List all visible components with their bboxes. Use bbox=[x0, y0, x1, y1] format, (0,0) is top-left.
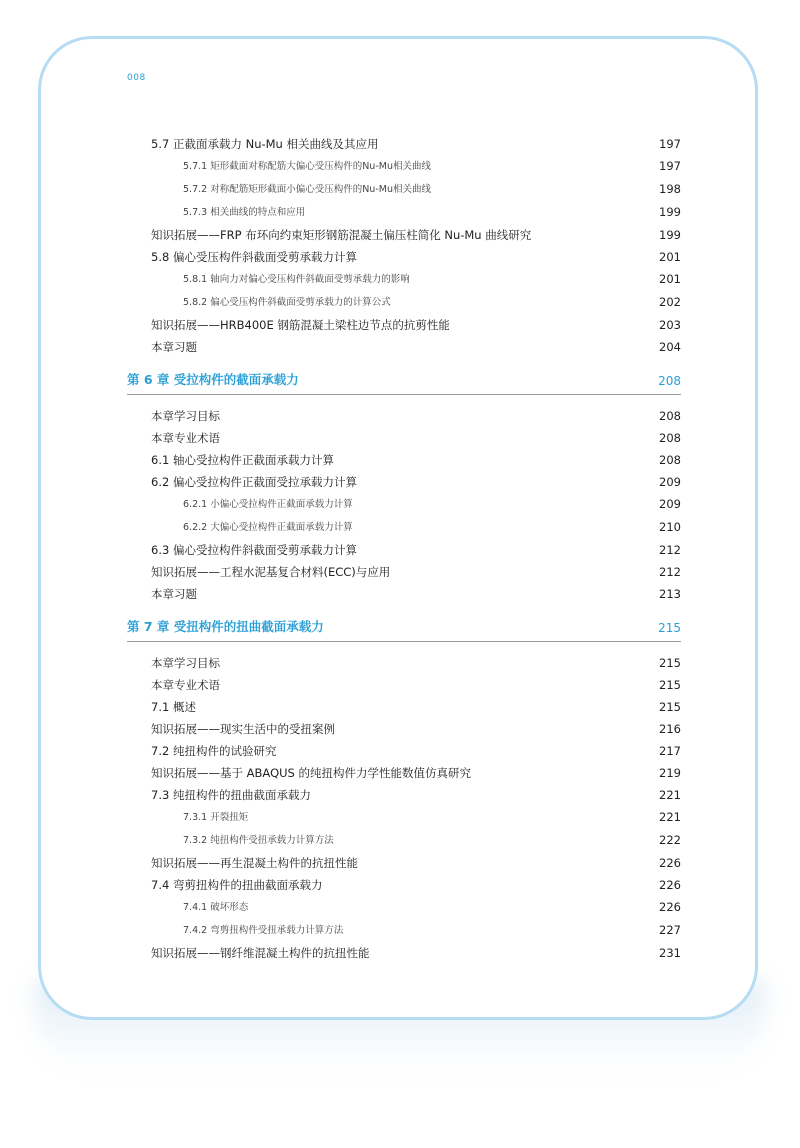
page-frame bbox=[38, 36, 758, 1020]
entry-page: 215 bbox=[659, 678, 681, 692]
entry-page: 203 bbox=[659, 318, 681, 332]
entry-page: 219 bbox=[659, 766, 681, 780]
page-number: 008 bbox=[127, 73, 146, 83]
toc-subentry[interactable] bbox=[127, 201, 681, 224]
entry-title: 7.3 纯扭构件的扭曲截面承载力 bbox=[151, 788, 311, 802]
entry-title: 7.4.1 破坏形态 bbox=[183, 902, 249, 913]
entry-page: 201 bbox=[659, 272, 681, 286]
toc-entry[interactable] bbox=[127, 852, 681, 874]
entry-title: 本章专业术语 bbox=[151, 431, 220, 445]
entry-title: 本章专业术语 bbox=[151, 678, 220, 692]
entry-page: 221 bbox=[659, 788, 681, 802]
entry-page: 226 bbox=[659, 878, 681, 892]
entry-page: 199 bbox=[659, 205, 681, 219]
entry-title: 5.8.1 轴向力对偏心受压构件斜截面受剪承载力的影响 bbox=[183, 274, 410, 285]
entry-title: 7.2 纯扭构件的试验研究 bbox=[151, 744, 277, 758]
entry-title: 本章习题 bbox=[151, 340, 197, 354]
entry-title: 本章学习目标 bbox=[151, 656, 220, 670]
toc-subentry[interactable] bbox=[127, 919, 681, 942]
entry-page: 212 bbox=[659, 565, 681, 579]
entry-page: 212 bbox=[659, 543, 681, 557]
entry-page: 217 bbox=[659, 744, 681, 758]
entry-page: 197 bbox=[659, 137, 681, 151]
toc-entry[interactable] bbox=[127, 784, 681, 806]
chapter-title: 第 6 章 受拉构件的截面承载力 bbox=[127, 372, 299, 387]
table-of-contents bbox=[127, 133, 681, 964]
entry-title: 5.7.3 相关曲线的特点和应用 bbox=[183, 207, 306, 218]
toc-entry[interactable] bbox=[127, 471, 681, 493]
entry-page: 226 bbox=[659, 856, 681, 870]
toc-subentry[interactable] bbox=[127, 806, 681, 829]
entry-page: 227 bbox=[659, 923, 681, 937]
entry-page: 210 bbox=[659, 520, 681, 534]
entry-page: 221 bbox=[659, 810, 681, 824]
entry-title: 5.7.2 对称配筋矩形截面小偏心受压构件的Nu-Mu相关曲线 bbox=[183, 184, 431, 195]
entry-page: 208 bbox=[659, 431, 681, 445]
toc-subentry[interactable] bbox=[127, 516, 681, 539]
toc-entry[interactable] bbox=[127, 224, 681, 246]
toc-entry[interactable] bbox=[127, 718, 681, 740]
entry-page: 231 bbox=[659, 946, 681, 960]
entry-title: 5.8.2 偏心受压构件斜截面受剪承载力的计算公式 bbox=[183, 297, 391, 308]
entry-page: 204 bbox=[659, 340, 681, 354]
entry-title: 6.3 偏心受拉构件斜截面受剪承载力计算 bbox=[151, 543, 357, 557]
toc-entry[interactable] bbox=[127, 583, 681, 605]
entry-title: 知识拓展——钢纤维混凝土构件的抗扭性能 bbox=[151, 946, 370, 960]
toc-subentry[interactable] bbox=[127, 829, 681, 852]
entry-title: 知识拓展——HRB400E 钢筋混凝土梁柱边节点的抗剪性能 bbox=[151, 318, 450, 332]
entry-page: 199 bbox=[659, 228, 681, 242]
entry-title: 知识拓展——现实生活中的受扭案例 bbox=[151, 722, 335, 736]
toc-entry[interactable] bbox=[127, 942, 681, 964]
toc-entry[interactable] bbox=[127, 740, 681, 762]
toc-entry[interactable] bbox=[127, 133, 681, 155]
toc-entry[interactable] bbox=[127, 246, 681, 268]
toc-entry[interactable] bbox=[127, 427, 681, 449]
entry-page: 209 bbox=[659, 497, 681, 511]
entry-title: 知识拓展——FRP 布环向约束矩形钢筋混凝土偏压柱简化 Nu-Mu 曲线研究 bbox=[151, 228, 532, 242]
entry-page: 197 bbox=[659, 159, 681, 173]
entry-title: 6.2.2 大偏心受拉构件正截面承载力计算 bbox=[183, 522, 353, 533]
entry-title: 本章学习目标 bbox=[151, 409, 220, 423]
toc-entry[interactable] bbox=[127, 696, 681, 718]
entry-page: 213 bbox=[659, 587, 681, 601]
entry-title: 5.7 正截面承载力 Nu-Mu 相关曲线及其应用 bbox=[151, 137, 379, 151]
toc-entry[interactable] bbox=[127, 652, 681, 674]
entry-title: 知识拓展——基于 ABAQUS 的纯扭构件力学性能数值仿真研究 bbox=[151, 766, 471, 780]
entry-title: 6.1 轴心受拉构件正截面承载力计算 bbox=[151, 453, 334, 467]
toc-subentry[interactable] bbox=[127, 268, 681, 291]
entry-page: 216 bbox=[659, 722, 681, 736]
entry-page: 215 bbox=[659, 656, 681, 670]
chapter-heading[interactable] bbox=[127, 611, 681, 642]
chapter-heading[interactable] bbox=[127, 364, 681, 395]
entry-title: 5.7.1 矩形截面对称配筋大偏心受压构件的Nu-Mu相关曲线 bbox=[183, 161, 431, 172]
toc-subentry[interactable] bbox=[127, 178, 681, 201]
entry-title: 知识拓展——再生混凝土构件的抗扭性能 bbox=[151, 856, 358, 870]
toc-entry[interactable] bbox=[127, 539, 681, 561]
entry-title: 7.3.1 开裂扭矩 bbox=[183, 812, 249, 823]
toc-entry[interactable] bbox=[127, 874, 681, 896]
entry-title: 知识拓展——工程水泥基复合材料(ECC)与应用 bbox=[151, 565, 391, 579]
entry-page: 215 bbox=[659, 700, 681, 714]
entry-page: 208 bbox=[659, 409, 681, 423]
entry-page: 201 bbox=[659, 250, 681, 264]
entry-title: 7.3.2 纯扭构件受扭承载力计算方法 bbox=[183, 835, 334, 846]
toc-subentry[interactable] bbox=[127, 896, 681, 919]
chapter-title: 第 7 章 受扭构件的扭曲截面承载力 bbox=[127, 619, 324, 634]
entry-title: 6.2 偏心受拉构件正截面受拉承载力计算 bbox=[151, 475, 357, 489]
toc-entry[interactable] bbox=[127, 336, 681, 358]
entry-page: 226 bbox=[659, 900, 681, 914]
entry-page: 202 bbox=[659, 295, 681, 309]
toc-subentry[interactable] bbox=[127, 291, 681, 314]
chapter-page: 215 bbox=[658, 621, 681, 635]
entry-title: 7.1 概述 bbox=[151, 700, 196, 714]
entry-title: 7.4.2 弯剪扭构件受扭承载力计算方法 bbox=[183, 925, 344, 936]
entry-title: 7.4 弯剪扭构件的扭曲截面承载力 bbox=[151, 878, 323, 892]
toc-subentry[interactable] bbox=[127, 493, 681, 516]
entry-page: 208 bbox=[659, 453, 681, 467]
toc-subentry[interactable] bbox=[127, 155, 681, 178]
toc-entry[interactable] bbox=[127, 449, 681, 471]
toc-entry[interactable] bbox=[127, 405, 681, 427]
entry-page: 209 bbox=[659, 475, 681, 489]
toc-entry[interactable] bbox=[127, 762, 681, 784]
entry-page: 222 bbox=[659, 833, 681, 847]
toc-entry[interactable] bbox=[127, 314, 681, 336]
chapter-page: 208 bbox=[658, 374, 681, 388]
toc-entry[interactable] bbox=[127, 561, 681, 583]
entry-title: 本章习题 bbox=[151, 587, 197, 601]
toc-entry[interactable] bbox=[127, 674, 681, 696]
entry-title: 5.8 偏心受压构件斜截面受剪承载力计算 bbox=[151, 250, 357, 264]
entry-page: 198 bbox=[659, 182, 681, 196]
entry-title: 6.2.1 小偏心受拉构件正截面承载力计算 bbox=[183, 499, 353, 510]
